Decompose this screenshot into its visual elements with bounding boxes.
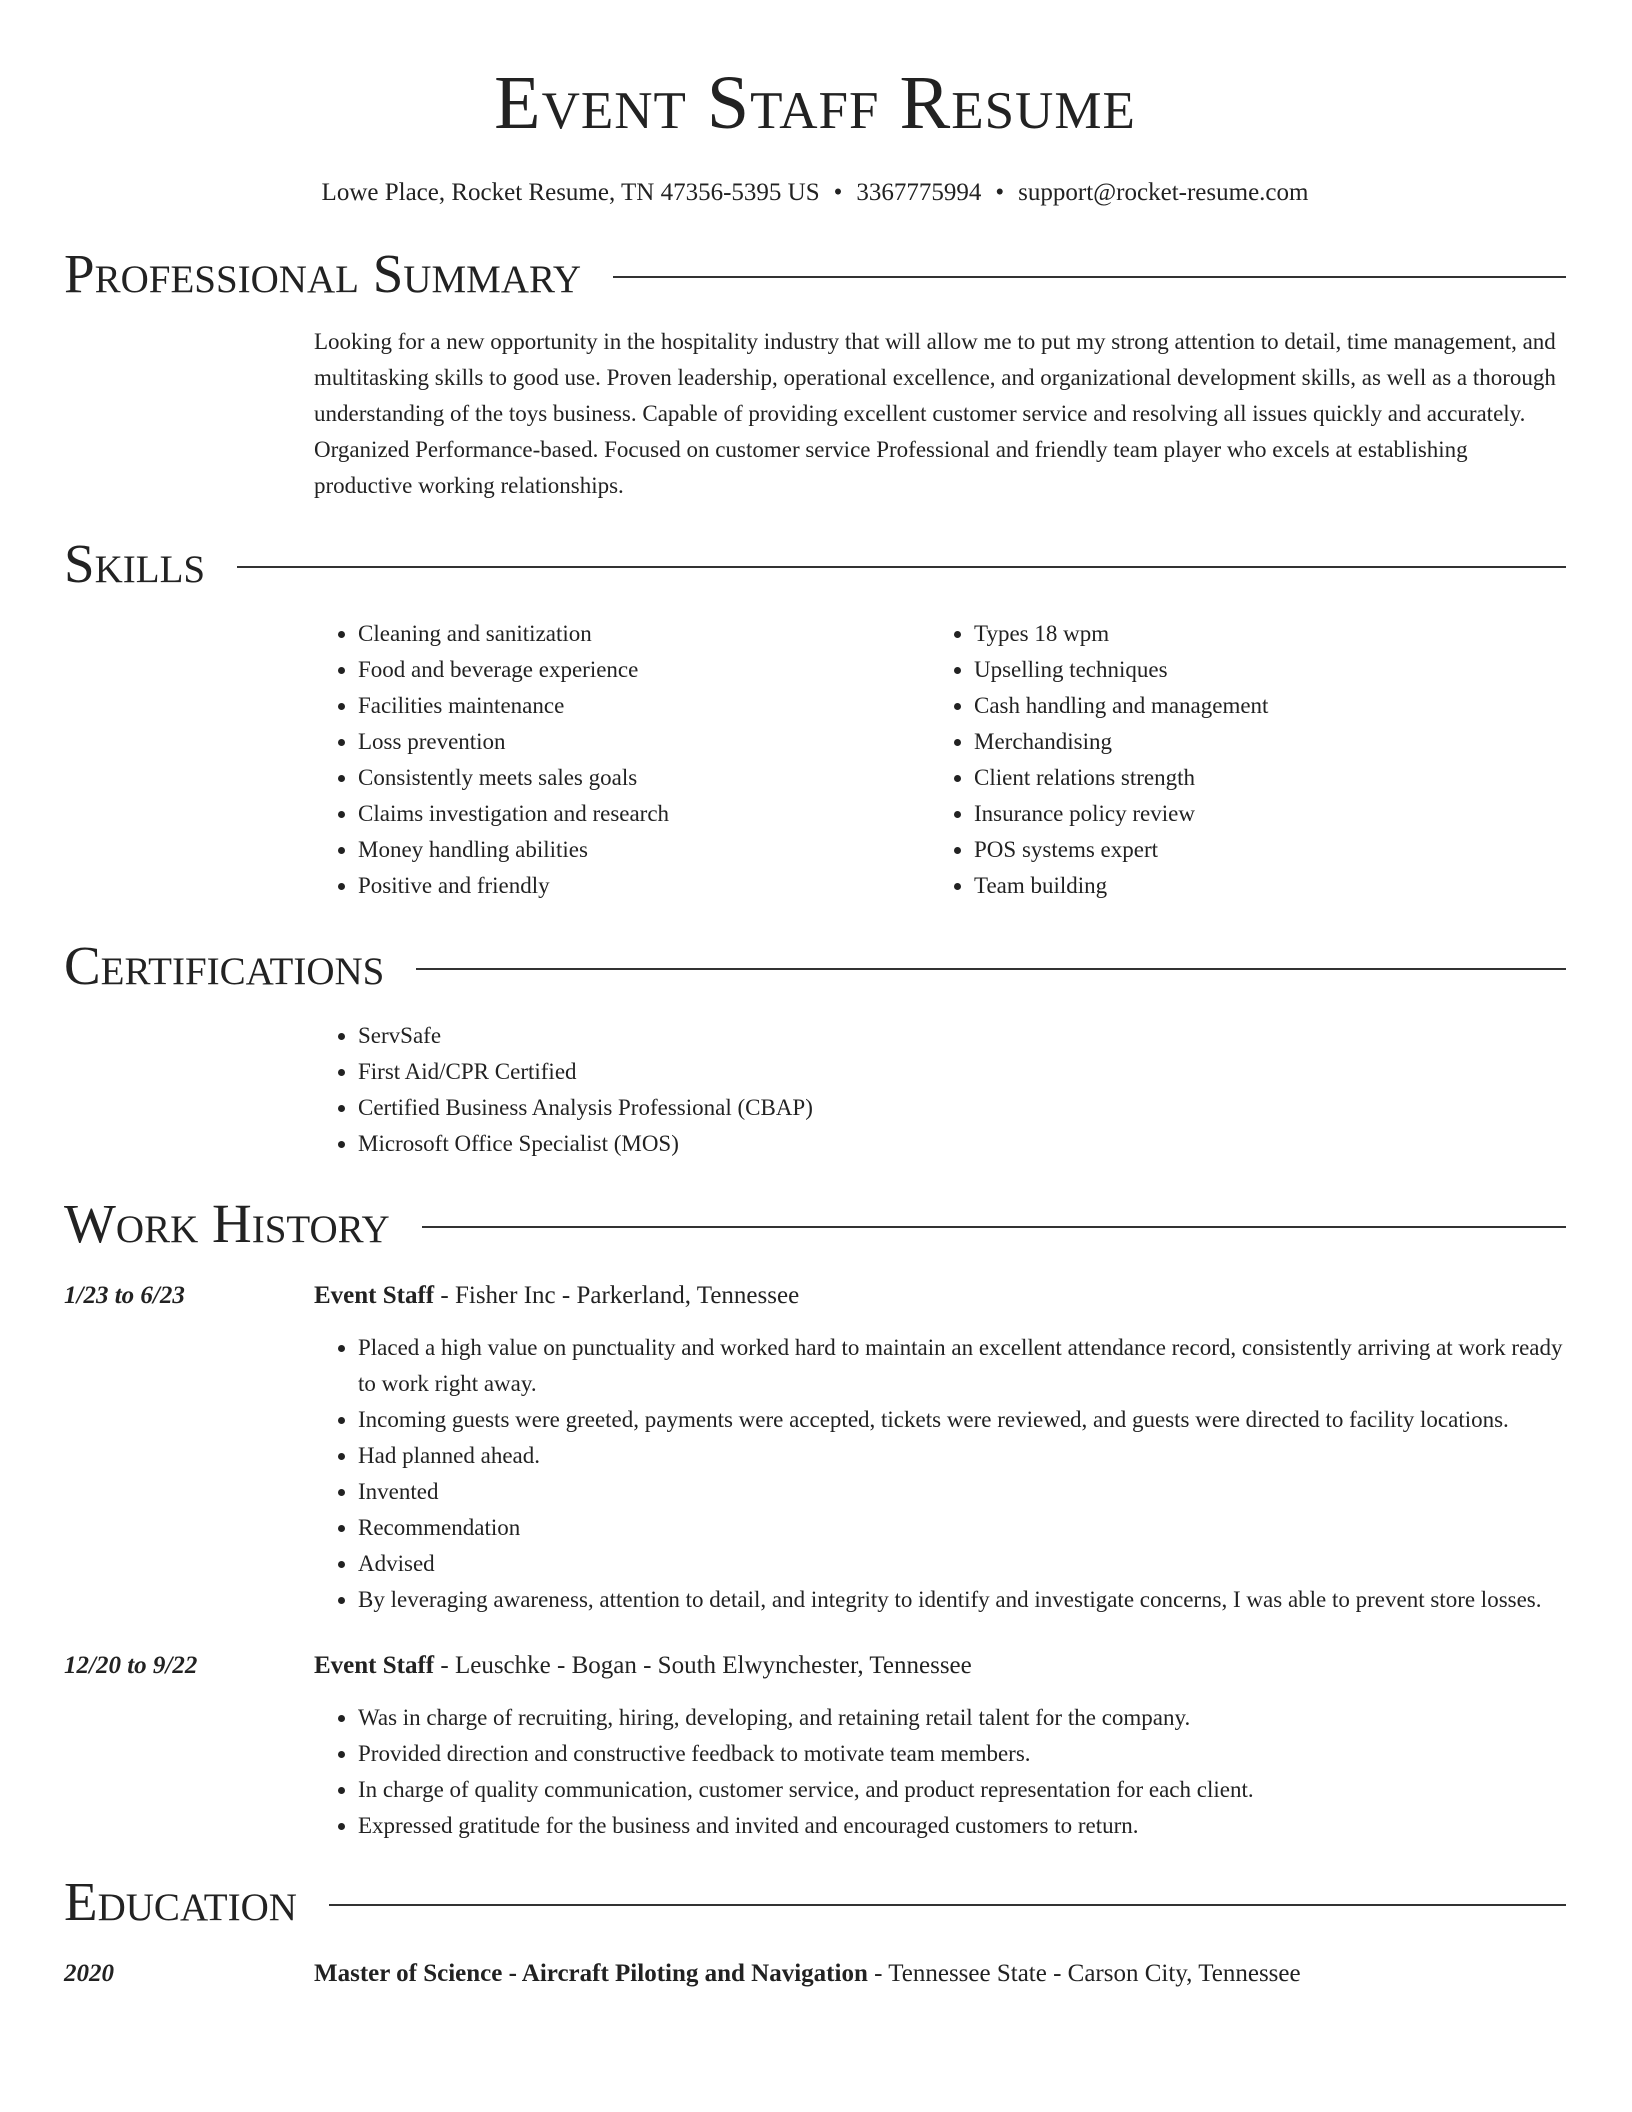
contact-separator: •: [833, 179, 843, 206]
skill-item: • Facilities maintenance: [358, 688, 930, 724]
certifications-list: [314, 1018, 1566, 1162]
section-header: [64, 1192, 1566, 1256]
job-bullet: • Incoming guests were greeted, payments were accepted, tickets were reviewed, and guests were directed to facility locations.: [358, 1402, 1566, 1438]
job-bullets: [314, 1700, 1566, 1844]
job-entry: [64, 1280, 1566, 1618]
section-header: [64, 532, 1566, 596]
skills-column-left: [314, 616, 930, 904]
job-title: Event Staff: [314, 1652, 435, 1679]
job-dates: 12/20 to 9/22: [64, 1652, 198, 1679]
skill-item: • Loss prevention: [358, 724, 930, 760]
job-bullets-wrap: [314, 1330, 1566, 1618]
job-entry: [64, 1650, 1566, 1844]
section-divider: [613, 276, 1566, 278]
skill-item: • Upselling techniques: [974, 652, 1546, 688]
education-section: [64, 1870, 1566, 1990]
job-bullets: [314, 1330, 1566, 1618]
job-company: - Fisher Inc - Parkerland, Tennessee: [434, 1282, 800, 1309]
certification-item: • ServSafe: [358, 1018, 1566, 1054]
skill-item: • Consistently meets sales goals: [358, 760, 930, 796]
certification-item: • Microsoft Office Specialist (MOS): [358, 1126, 1566, 1162]
skills-list-left: [314, 616, 930, 904]
contact-line: [64, 178, 1566, 208]
job-bullet: • Advised: [358, 1546, 1566, 1582]
certifications-list-wrap: [314, 1018, 1566, 1162]
section-header: [64, 934, 1566, 998]
job-bullet: • Was in charge of recruiting, hiring, developing, and retaining retail talent for the company.: [358, 1700, 1566, 1736]
skills-section: [64, 532, 1566, 904]
work-history-section: [64, 1192, 1566, 1844]
summary-heading: Professional Summary: [64, 243, 582, 304]
job-company: - Leuschke - Bogan - South Elwynchester, Tennessee: [434, 1652, 972, 1679]
job-header: [64, 1280, 1566, 1312]
education-school: - Tennessee State - Carson City, Tennessee: [867, 1960, 1301, 1987]
summary-text: Looking for a new opportunity in the hospitality industry that will allow me to put my strong attention to detail, time management, and multitasking skills to good use. Proven leadership, operational excellence, and organizational development skills, as well as a thorough understanding of the toys business. Capable of providing excellent customer service and resolving all issues quickly and accurately. Organized Performance-based. Focused on customer service Professional and friendly team player who excels at establishing productive working relationships.: [314, 329, 1556, 498]
skill-item: • Money handling abilities: [358, 832, 930, 868]
certification-item: • First Aid/CPR Certified: [358, 1054, 1566, 1090]
certification-item: • Certified Business Analysis Professional (CBAP): [358, 1090, 1566, 1126]
job-bullets-wrap: [314, 1700, 1566, 1844]
contact-email: support@rocket-resume.com: [1018, 179, 1309, 206]
skill-item: • Cleaning and sanitization: [358, 616, 930, 652]
job-bullet: • Recommendation: [358, 1510, 1566, 1546]
section-divider: [416, 968, 1566, 970]
skill-item: • Cash handling and management: [974, 688, 1546, 724]
education-degree: Master of Science - Aircraft Piloting and Navigation: [314, 1960, 868, 1987]
skills-heading: Skills: [64, 533, 206, 594]
section-header: [64, 242, 1566, 306]
section-divider: [237, 566, 1566, 568]
education-year: 2020: [64, 1960, 114, 1987]
job-bullet: • Had planned ahead.: [358, 1438, 1566, 1474]
education-entry: [64, 1958, 1566, 1990]
certifications-heading: Certifications: [64, 935, 385, 996]
job-bullet: • Provided direction and constructive feedback to motivate team members.: [358, 1736, 1566, 1772]
skills-list-right: [930, 616, 1546, 904]
job-heading: [314, 1280, 799, 1312]
contact-address: Lowe Place, Rocket Resume, TN 47356-5395 US: [321, 179, 820, 206]
job-dates: 1/23 to 6/23: [64, 1282, 185, 1309]
certifications-section: [64, 934, 1566, 1162]
education-heading-line: [314, 1958, 1301, 1990]
job-bullet: • Invented: [358, 1474, 1566, 1510]
job-heading: [314, 1650, 972, 1682]
skill-item: • Team building: [974, 868, 1546, 904]
skill-item: • Client relations strength: [974, 760, 1546, 796]
skill-item: • Claims investigation and research: [358, 796, 930, 832]
section-divider: [422, 1226, 1566, 1228]
work-history-heading: Work History: [64, 1193, 390, 1254]
skill-item: • Insurance policy review: [974, 796, 1546, 832]
skills-column-right: [930, 616, 1546, 904]
skill-item: • Merchandising: [974, 724, 1546, 760]
skill-item: • POS systems expert: [974, 832, 1546, 868]
skills-grid: [314, 616, 1566, 904]
section-header: [64, 1870, 1566, 1934]
contact-separator: •: [995, 179, 1005, 206]
education-heading: Education: [64, 1871, 297, 1932]
job-bullet: • Placed a high value on punctuality and worked hard to maintain an excellent attendance record, consistently arriving at work ready to work right away.: [358, 1330, 1566, 1402]
job-bullet: • By leveraging awareness, attention to detail, and integrity to identify and investigate concerns, I was able to prevent store losses.: [358, 1582, 1566, 1618]
skill-item: • Types 18 wpm: [974, 616, 1546, 652]
resume-name: Event Staff Resume: [494, 61, 1136, 145]
job-bullet: • Expressed gratitude for the business and invited and encouraged customers to return.: [358, 1808, 1566, 1844]
job-bullet: • In charge of quality communication, customer service, and product representation for each client.: [358, 1772, 1566, 1808]
job-title: Event Staff: [314, 1282, 435, 1309]
skill-item: • Positive and friendly: [358, 868, 930, 904]
skill-item: • Food and beverage experience: [358, 652, 930, 688]
section-divider: [329, 1904, 1566, 1906]
contact-phone: 3367775994: [856, 179, 982, 206]
job-header: [64, 1650, 1566, 1682]
summary-section: [64, 242, 1566, 504]
